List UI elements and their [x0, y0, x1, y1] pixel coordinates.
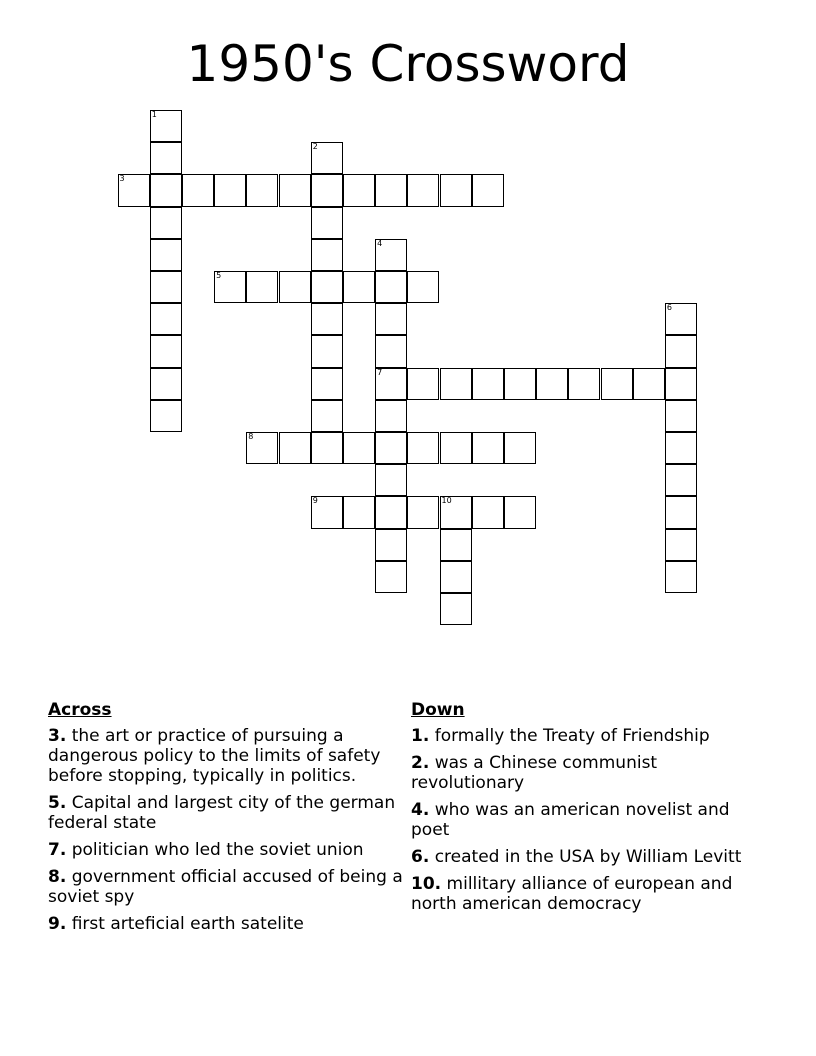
- grid-cell[interactable]: [407, 271, 439, 303]
- grid-cell[interactable]: [375, 271, 407, 303]
- grid-cell[interactable]: [504, 368, 536, 400]
- grid-cell[interactable]: [633, 368, 665, 400]
- grid-cell[interactable]: [665, 529, 697, 561]
- grid-cell[interactable]: [246, 271, 278, 303]
- clue-text: the art or practice of pursuing a dangerous policy to the limits of safety before stopping, typically in politics.: [48, 726, 381, 786]
- grid-cell[interactable]: [182, 174, 214, 206]
- cell-number: 8: [248, 432, 254, 441]
- cell-number: 6: [666, 303, 672, 313]
- grid-cell[interactable]: [601, 368, 633, 400]
- grid-cell[interactable]: [665, 561, 697, 593]
- grid-cell[interactable]: [440, 174, 472, 206]
- grid-cell[interactable]: [279, 174, 311, 206]
- grid-cell[interactable]: [504, 432, 536, 464]
- grid-cell[interactable]: [472, 432, 504, 464]
- grid-cell[interactable]: [407, 432, 439, 464]
- grid-cell[interactable]: [665, 368, 697, 400]
- cell-number: 2: [312, 142, 318, 152]
- clue-text: politician who led the soviet union: [71, 840, 364, 860]
- grid-cell[interactable]: [311, 400, 343, 432]
- clue-down-1: [411, 726, 771, 746]
- grid-cell[interactable]: [343, 271, 375, 303]
- clue-across-9: [48, 914, 408, 934]
- clue-number: 10.: [411, 874, 442, 894]
- grid-cell[interactable]: [407, 368, 439, 400]
- grid-cell[interactable]: [311, 303, 343, 335]
- grid-cell[interactable]: [246, 432, 278, 464]
- clue-number: 9.: [48, 914, 67, 934]
- grid-cell[interactable]: [150, 303, 182, 335]
- clue-across-8: [48, 867, 408, 907]
- cell-number: 3: [119, 174, 125, 184]
- grid-cell[interactable]: [472, 496, 504, 528]
- grid-cell[interactable]: [246, 174, 278, 206]
- cell-number: 1: [151, 110, 157, 119]
- across-heading: Across: [48, 700, 112, 720]
- grid-cell[interactable]: [150, 400, 182, 432]
- grid-cell[interactable]: [150, 271, 182, 303]
- clue-text: millitary alliance of european and north american democracy: [411, 874, 733, 914]
- grid-cell[interactable]: [311, 368, 343, 400]
- grid-cell[interactable]: [472, 174, 504, 206]
- cell-number: 10: [441, 496, 452, 506]
- grid-cell[interactable]: [150, 239, 182, 271]
- grid-cell[interactable]: [150, 174, 182, 206]
- grid-cell[interactable]: [375, 561, 407, 593]
- clue-text: formally the Treaty of Friendship: [434, 726, 710, 746]
- grid-cell[interactable]: [504, 496, 536, 528]
- grid-cell[interactable]: [440, 368, 472, 400]
- clue-number: 8.: [48, 867, 67, 887]
- grid-cell[interactable]: [343, 174, 375, 206]
- cell-number: 9: [312, 496, 318, 506]
- grid-cell[interactable]: [665, 464, 697, 496]
- cell-number: 7: [377, 367, 383, 377]
- clue-number: 5.: [48, 793, 67, 813]
- grid-cell[interactable]: [150, 142, 182, 174]
- clue-text: Capital and largest city of the german federal state: [48, 793, 396, 833]
- clue-number: 6.: [411, 847, 430, 867]
- grid-cell[interactable]: [150, 335, 182, 367]
- clue-across-3: [48, 726, 408, 786]
- grid-cell[interactable]: [311, 432, 343, 464]
- grid-cell[interactable]: [568, 368, 600, 400]
- grid-cell[interactable]: [472, 368, 504, 400]
- grid-cell[interactable]: [375, 368, 407, 400]
- clue-number: 4.: [411, 800, 430, 820]
- page-title: 1950's Crossword: [186, 35, 630, 93]
- grid-cell[interactable]: [440, 432, 472, 464]
- cell-number: 4: [377, 238, 383, 248]
- grid-cell[interactable]: [375, 496, 407, 528]
- clue-text: government official accused of being a soviet spy: [48, 867, 403, 907]
- grid-cell[interactable]: [375, 335, 407, 367]
- grid-cell[interactable]: [665, 432, 697, 464]
- clue-across-7: [48, 840, 408, 860]
- clue-number: 7.: [48, 840, 67, 860]
- grid-cell[interactable]: [407, 496, 439, 528]
- grid-cell[interactable]: [311, 271, 343, 303]
- grid-cell[interactable]: [214, 174, 246, 206]
- grid-cell[interactable]: [279, 432, 311, 464]
- grid-cell[interactable]: [407, 174, 439, 206]
- grid-cell[interactable]: [311, 335, 343, 367]
- grid-cell[interactable]: [343, 432, 375, 464]
- grid-cell[interactable]: [375, 174, 407, 206]
- cell-number: 5: [216, 271, 222, 280]
- grid-cell[interactable]: [118, 174, 150, 206]
- grid-cell[interactable]: [375, 400, 407, 432]
- grid-cell[interactable]: [311, 174, 343, 206]
- grid-cell[interactable]: [536, 368, 568, 400]
- grid-cell[interactable]: [311, 142, 343, 174]
- grid-cell[interactable]: [214, 271, 246, 303]
- clue-down-10: [411, 874, 771, 914]
- clue-text: who was an american novelist and poet: [411, 800, 730, 840]
- clue-number: 3.: [48, 726, 67, 746]
- grid-cell[interactable]: [279, 271, 311, 303]
- grid-cell[interactable]: [440, 561, 472, 593]
- grid-cell[interactable]: [665, 335, 697, 367]
- grid-cell[interactable]: [665, 303, 697, 335]
- clue-across-5: [48, 793, 408, 833]
- grid-cell[interactable]: [375, 464, 407, 496]
- grid-cell[interactable]: [150, 207, 182, 239]
- grid-cell[interactable]: [440, 496, 472, 528]
- grid-cell[interactable]: [150, 110, 182, 142]
- clue-text: first arteficial earth satelite: [71, 914, 304, 934]
- grid-cell[interactable]: [375, 303, 407, 335]
- clue-text: was a Chinese communist revolutionary: [411, 753, 658, 793]
- grid-cell[interactable]: [440, 529, 472, 561]
- grid-cell[interactable]: [311, 207, 343, 239]
- grid-cell[interactable]: [343, 496, 375, 528]
- clue-text: created in the USA by William Levitt: [434, 847, 742, 867]
- grid-cell[interactable]: [665, 496, 697, 528]
- down-heading: Down: [411, 700, 465, 720]
- grid-cell[interactable]: [665, 400, 697, 432]
- grid-cell[interactable]: [375, 239, 407, 271]
- grid-cell[interactable]: [375, 432, 407, 464]
- down-clues: [411, 700, 771, 921]
- grid-cell[interactable]: [150, 368, 182, 400]
- across-clues: [48, 700, 408, 941]
- clue-down-6: [411, 847, 771, 867]
- clue-down-2: [411, 753, 771, 793]
- grid-cell[interactable]: [311, 239, 343, 271]
- clue-number: 1.: [411, 726, 430, 746]
- grid-cell[interactable]: [311, 496, 343, 528]
- grid-cell[interactable]: [440, 593, 472, 625]
- grid-cell[interactable]: [375, 529, 407, 561]
- clue-number: 2.: [411, 753, 430, 773]
- clue-down-4: [411, 800, 771, 840]
